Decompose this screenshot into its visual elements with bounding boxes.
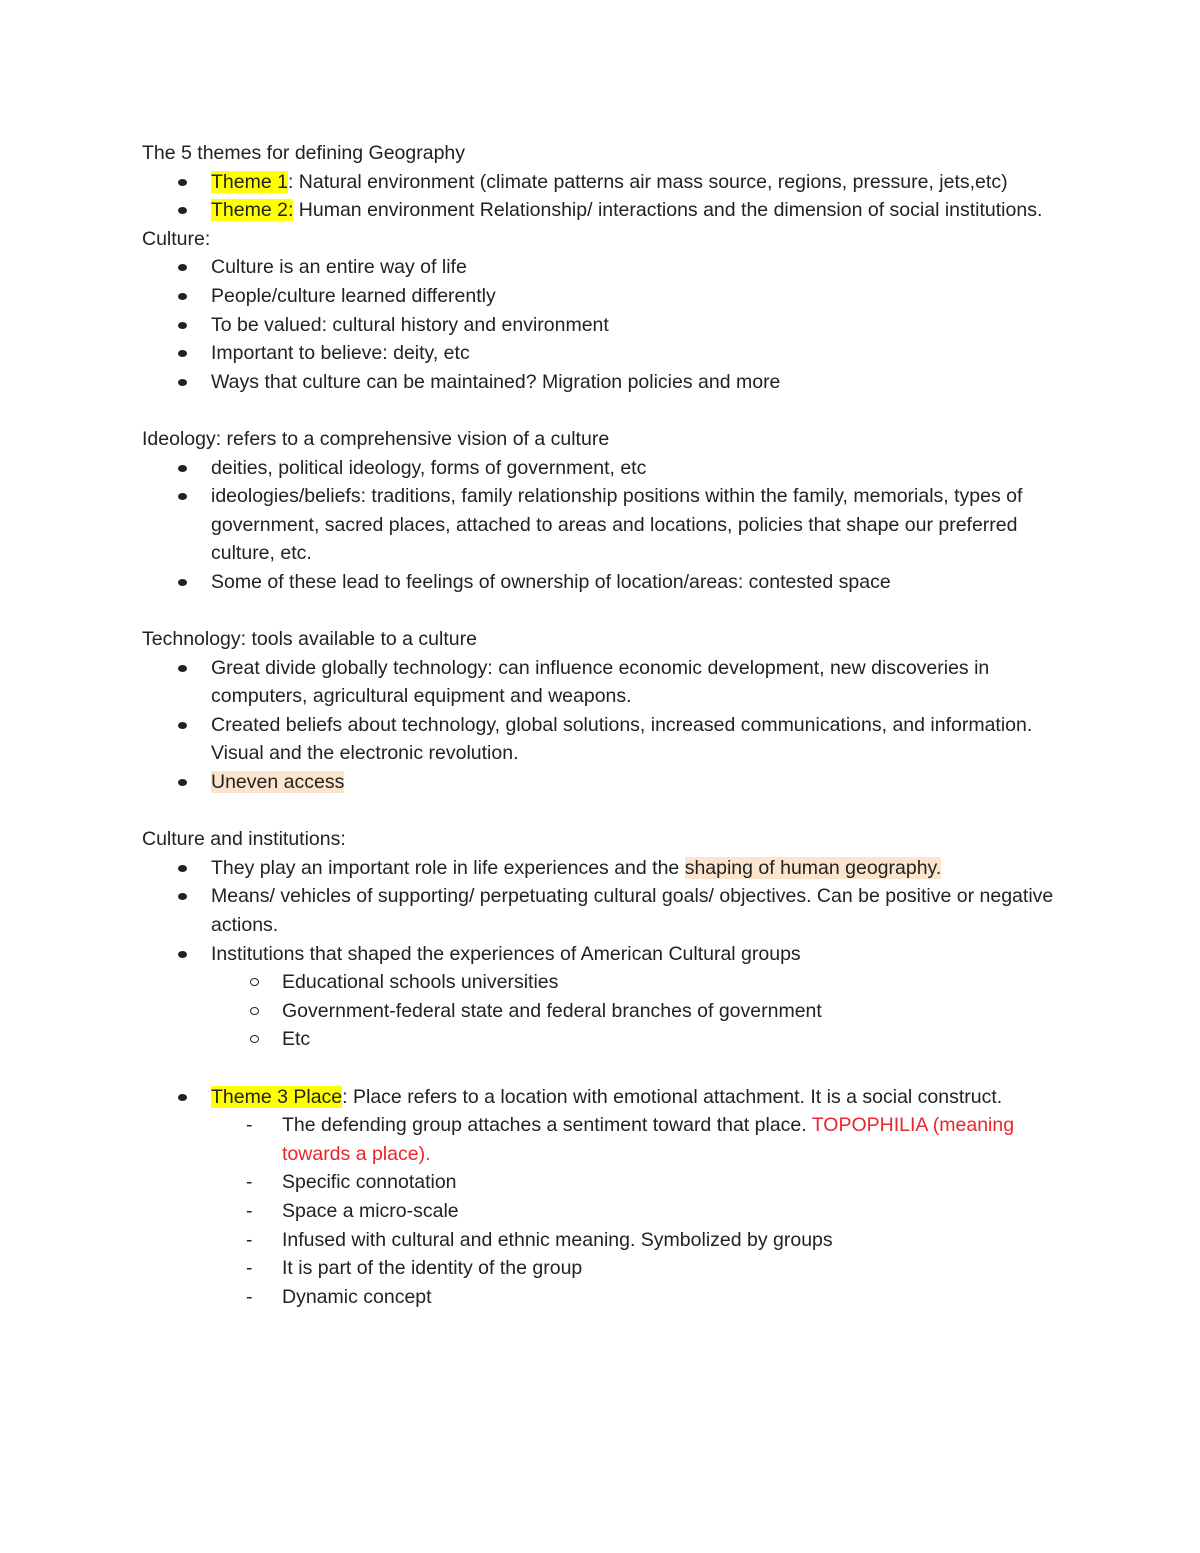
list-item: Ways that culture can be maintained? Migration policies and more (142, 368, 1072, 397)
sub-list-item: - It is part of the identity of the group (142, 1254, 1072, 1283)
technology-list (142, 654, 1072, 797)
list-item: Theme 1: Natural environment (climate patterns air mass source, regions, pressure, jets,etc) (142, 168, 1072, 197)
document-body (142, 139, 1072, 1311)
list-item: Theme 3 Place: Place refers to a location with emotional attachment. It is a social construct. - The defending group attaches a sentiment toward that place. TOPOPHILIA (meaning towards a place). - Specific connotation - Space a micro-scale - Infused with cultural and ethnic meaning. Symbolized by groups - It is part of the identity of the group - Dynamic concept (142, 1083, 1072, 1312)
sub-list-item: - Space a micro-scale (142, 1197, 1072, 1226)
theme3-list (142, 1083, 1072, 1312)
sub-list-item: - Infused with cultural and ethnic meaning. Symbolized by groups (142, 1226, 1072, 1255)
sub-list-item: - The defending group attaches a sentiment toward that place. TOPOPHILIA (meaning towards a place). (142, 1111, 1072, 1168)
culture-heading: Culture: (142, 227, 211, 250)
list-item: To be valued: cultural history and environment (142, 311, 1072, 340)
list-item: Institutions that shaped the experiences of American Cultural groups Educational schools universities Government-federal state and federal branches of government Etc (142, 940, 1072, 1054)
sub-list-item: - Dynamic concept (142, 1283, 1072, 1312)
list-item: ideologies/beliefs: traditions, family relationship positions within the family, memorials, types of government, sacred places, attached to areas and locations, policies that shape our preferred culture, etc. (142, 482, 1072, 568)
sub-list-item: Educational schools universities (142, 968, 1072, 997)
list-item: They play an important role in life experiences and the shaping of human geography. (142, 854, 1072, 883)
sub-list-item: Government-federal state and federal branches of government (142, 997, 1072, 1026)
theme3-sublist (211, 1111, 1072, 1311)
list-item: deities, political ideology, forms of government, etc (142, 454, 1072, 483)
document-title: The 5 themes for defining Geography (142, 142, 466, 164)
sub-list-item: Etc (142, 1025, 1072, 1054)
institutions-sublist (211, 968, 1072, 1054)
list-item: Great divide globally technology: can influence economic development, new discoveries in computers, agricultural equipment and weapons. (142, 654, 1072, 711)
shaping-highlight: shaping of human geography. (684, 856, 942, 879)
theme-2-highlight: Theme 2: (211, 199, 294, 222)
list-item: Some of these lead to feelings of ownership of location/areas: contested space (142, 568, 1072, 597)
culture-list (142, 253, 1072, 396)
institutions-list (142, 854, 1072, 1054)
theme-3-highlight: Theme 3 Place (211, 1085, 343, 1108)
list-item: Means/ vehicles of supporting/ perpetuating cultural goals/ objectives. Can be positive or negative actions. (142, 882, 1072, 939)
topophilia-text: TOPOPHILIA (meaning towards a place). (282, 1114, 1015, 1165)
list-item: People/culture learned differently (142, 282, 1072, 311)
list-item: Important to believe: deity, etc (142, 339, 1072, 368)
institutions-heading: Culture and institutions: (142, 828, 346, 851)
theme-1-highlight: Theme 1 (211, 170, 288, 193)
sub-list-item: - Specific connotation (142, 1168, 1072, 1197)
list-item: Culture is an entire way of life (142, 253, 1072, 282)
uneven-access-highlight: Uneven access (211, 771, 345, 794)
list-item (142, 768, 1072, 797)
list-item: Created beliefs about technology, global solutions, increased communications, and information. Visual and the electronic revolution. (142, 711, 1072, 768)
list-item: Theme 2: Human environment Relationship/ interactions and the dimension of social institutions. (142, 196, 1072, 225)
themes-list (142, 168, 1072, 225)
ideology-heading: Ideology: refers to a comprehensive vision of a culture (142, 427, 610, 450)
ideology-list (142, 454, 1072, 597)
technology-heading: Technology: tools available to a culture (142, 628, 477, 651)
